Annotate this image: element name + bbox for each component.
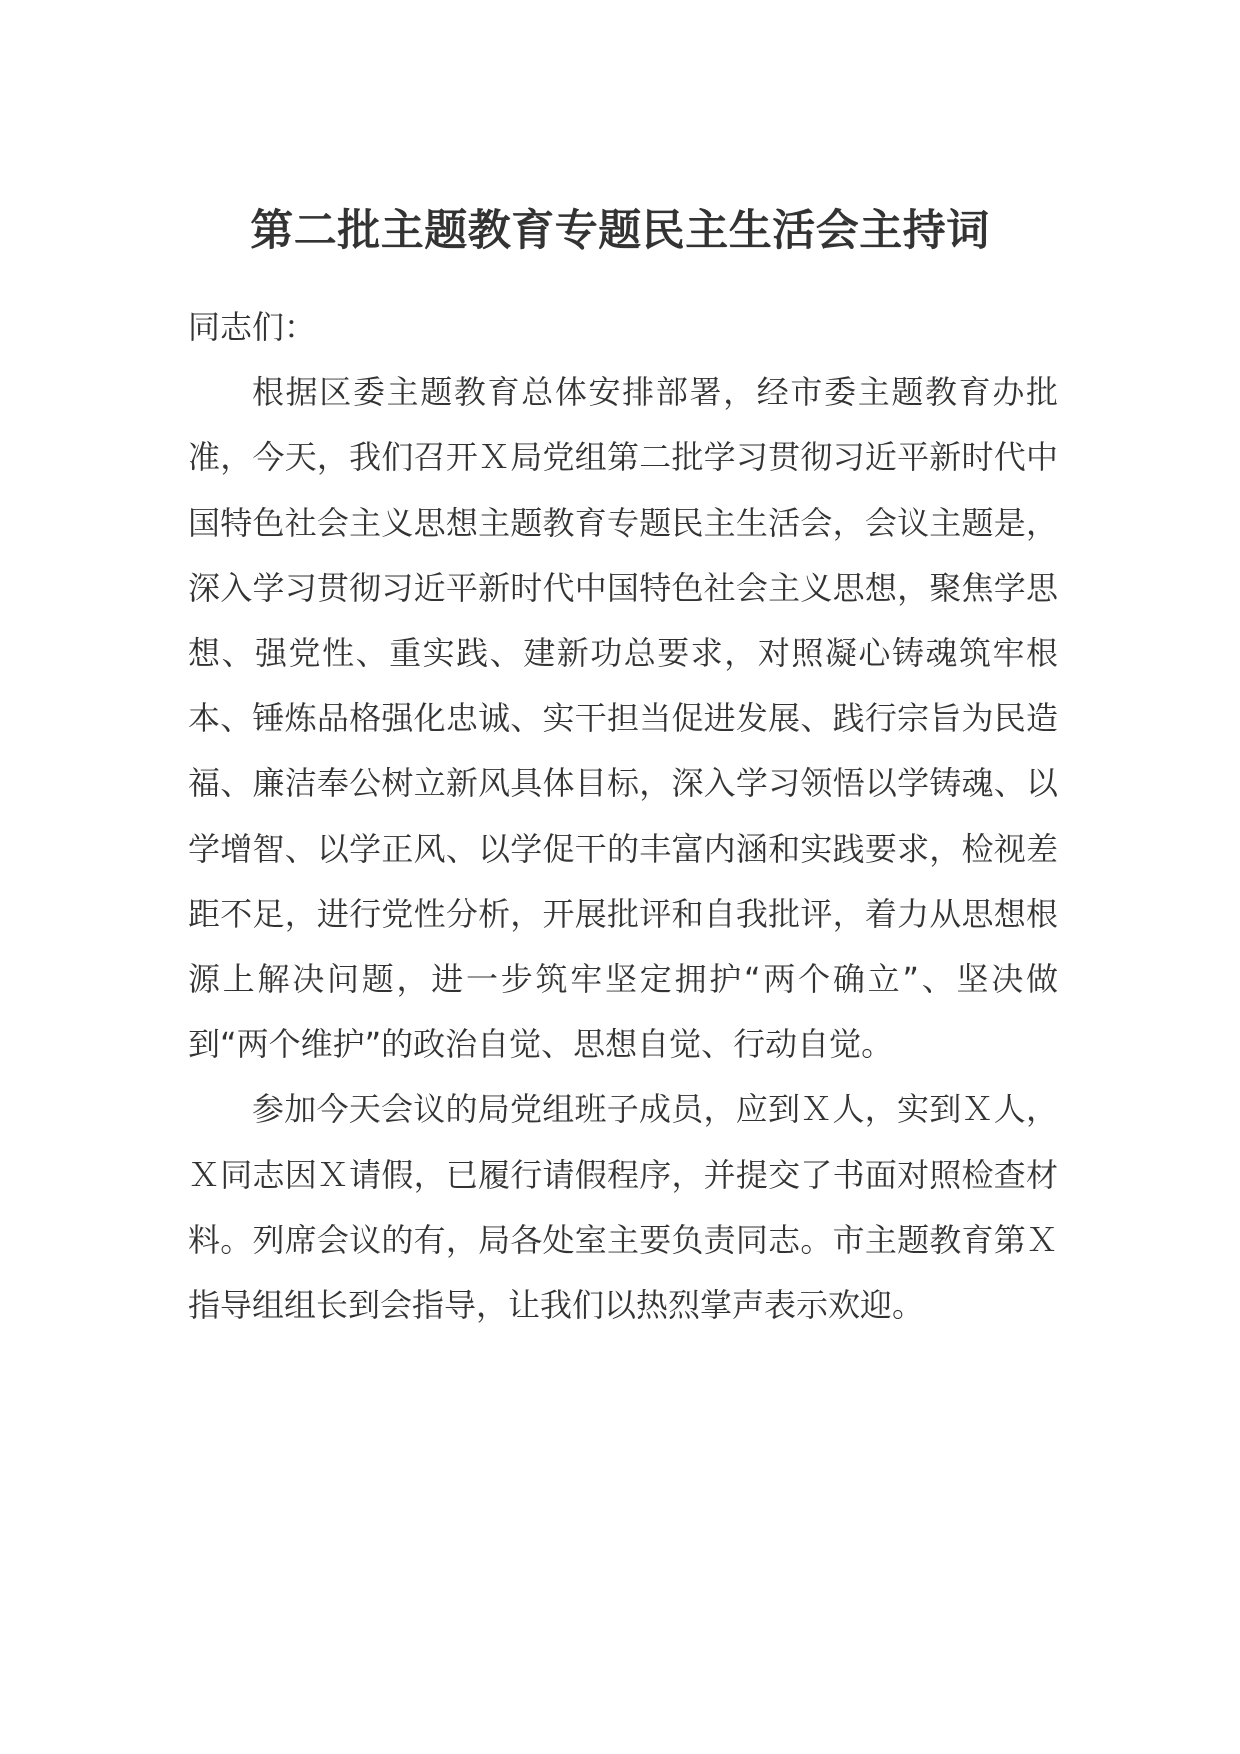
paragraph: 根据区委主题教育总体安排部署，经市委主题教育办批准，今天，我们召开Ｘ局党组第二批学习贯彻习近平新时代中国特色社会主义思想主题教育专题民主生活会，会议主题是，深入学习贯彻习近平新时代中国特色社会主义思想，聚焦学思想、强党性、重实践、建新功总要求，对照凝心铸魂筑牢根本、锤炼品格强化忠诚、实干担当促进发展、践行宗旨为民造福、廉洁奉公树立新风具体目标，深入学习领悟以学铸魂、以学增智、以学正风、以学促干的丰富内涵和实践要求，检视差距不足，进行党性分析，开展批评和自我批评，着力从思想根源上解决问题，进一步筑牢坚定拥护“两个确立”、坚决做到“两个维护”的政治自觉、思想自觉、行动自觉。: [188, 373, 1058, 1064]
document-body: [188, 295, 1058, 1338]
paragraph: 参加今天会议的局党组班子成员，应到Ｘ人，实到Ｘ人，Ｘ同志因Ｘ请假，已履行请假程序，并提交了书面对照检查材料。列席会议的有，局各处室主要负责同志。市主题教育第Ｘ指导组组长到会指导，让我们以热烈掌声表示欢迎。: [188, 1090, 1058, 1325]
salutation: 同志们：: [188, 308, 317, 346]
document-title: 第二批主题教育专题民主生活会主持词: [250, 206, 990, 256]
